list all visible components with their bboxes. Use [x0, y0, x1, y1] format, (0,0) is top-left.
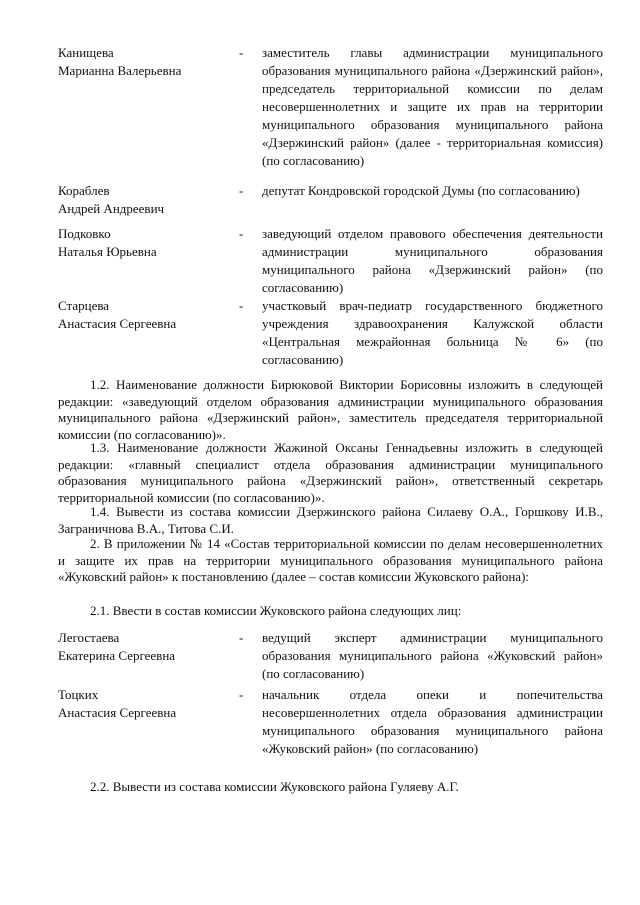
member-name — [58, 182, 233, 218]
paragraph-1-2: 1.2. Наименование должности Бирюковой Виктории Борисовны изложить в следующей редакции: «заведующий отделом образования администрации муниципального образования муниципального района «Дзержинский район», заместитель председателя территориальной комиссии (по согласованию)». — [58, 377, 603, 442]
member-name — [58, 225, 233, 261]
member-surname: Подковко — [58, 226, 111, 241]
member-given-names: Анастасия Сергеевна — [58, 705, 177, 720]
member-description: заместитель главы администрации муниципального образования муниципального района «Дзержинский район», председатель территориальной комиссии по делам несовершеннолетних и защите их прав на территории муниципального образования муниципального района «Дзержинский район» (далее - территориальная комиссия) (по согласованию) — [262, 45, 603, 168]
member-name — [58, 44, 233, 80]
paragraph-1-3: 1.3. Наименование должности Жажиной Оксаны Геннадьевны изложить в следующей редакции: «главный специалист отдела образования администрации муниципального образования муниципального района «Дзержинский район», ответственный секретарь территориальной комиссии (по согласованию)». — [58, 440, 603, 505]
member-description: заведующий отделом правового обеспечения деятельности администрации муниципального образования муниципального района «Дзержинский район» (по согласованию) — [262, 226, 603, 295]
member-given-names: Андрей Андреевич — [58, 201, 165, 216]
dash-separator: - — [239, 298, 244, 313]
dash-separator: - — [239, 687, 244, 702]
dash-separator: - — [239, 630, 244, 645]
member-name — [58, 629, 233, 665]
member-description: участковый врач-педиатр государственного бюджетного учреждения здравоохранения Калужской области «Центральная межрайонная больница № 6» (по согласованию) — [262, 298, 603, 367]
member-given-names: Анастасия Сергеевна — [58, 316, 177, 331]
member-surname: Канищева — [58, 45, 114, 60]
dash-separator: - — [239, 226, 244, 241]
member-surname: Легостаева — [58, 630, 120, 645]
member-description: начальник отдела опеки и попечительства несовершеннолетних отдела образования администрации муниципального образования муниципального района «Жуковский район» (по согласованию) — [262, 687, 603, 756]
paragraph-2: 2. В приложении № 14 «Состав территориальной комиссии по делам несовершеннолетних и защите их прав на территории муниципального образования муниципального района «Жуковский район» к постановлению (далее – состав комиссии Жуковского района): — [58, 536, 603, 584]
dash-separator: - — [239, 45, 244, 60]
paragraph-1-4: 1.4. Вывести из состава комиссии Дзержинского района Силаеву О.А., Горшкову И.В., Заграничнова В.А., Титова С.И. — [58, 504, 603, 536]
paragraph-2-2: 2.2. Вывести из состава комиссии Жуковского района Гуляеву А.Г. — [90, 779, 459, 794]
member-name — [58, 686, 233, 722]
member-name — [58, 297, 233, 333]
member-surname: Старцева — [58, 298, 110, 313]
member-given-names: Екатерина Сергеевна — [58, 648, 176, 663]
member-given-names: Наталья Юрьевна — [58, 244, 157, 259]
dash-separator: - — [239, 183, 244, 198]
member-surname: Тоцких — [58, 687, 99, 702]
member-given-names: Марианна Валерьевна — [58, 63, 182, 78]
paragraph-2-1: 2.1. Ввести в состав комиссии Жуковского района следующих лиц: — [90, 603, 462, 618]
member-description: депутат Кондровской городской Думы (по согласованию) — [262, 183, 580, 198]
member-surname: Кораблев — [58, 183, 110, 198]
member-description: ведущий эксперт администрации муниципального образования муниципального района «Жуковский район» (по согласованию) — [262, 630, 603, 681]
